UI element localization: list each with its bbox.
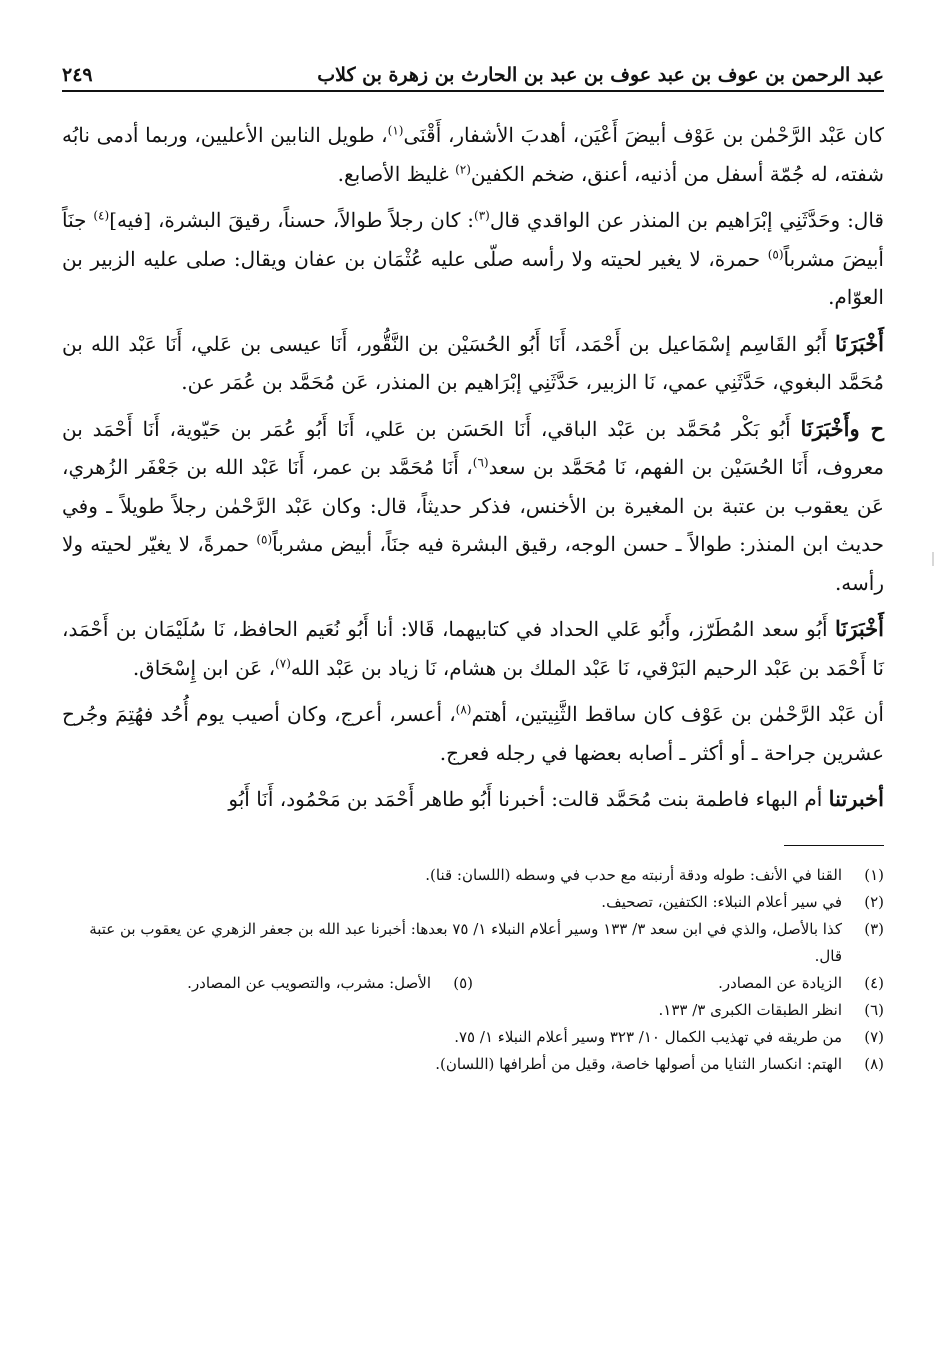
footnote-text: القنا في الأنف: طوله ودقة أرنبته مع حدب في وسطه (اللسان: قنا). (425, 865, 842, 884)
main-text (62, 116, 884, 819)
paragraph-text: أَبُو بَكْر مُحَمَّد بن عَبْد الباقي، أَنَا الحَسَن بن عَلي، أَنَا أَبُو عُمَر بن حَيّوية، أَنَا أَحْمَد بن معروف، أَنَا الحُسَيْن بن الفهم، نَا مُحَمَّد بن سعد (62, 416, 885, 479)
paragraph-text: أم البهاء فاطمة بنت مُحَمَّد قالت: أخبرنا أَبُو طاهر أَحْمَد بن مَحْمُود، أَنَا أَبُو (228, 787, 829, 811)
footnote-reference[interactable]: (٨) (455, 702, 472, 717)
paragraph-text: أَبُو القَاسِم إسْمَاعيل بن أَحْمَد، أَنَا أَبُو الحُسَيْن بن النَّقُّور، أَنَا عيسى بن عَلي، أَنَا عَبْد الله بن مُحَمَّد البغوي، حَدَّثَنِي عمي، نَا الزبير، حَدَّثَنِي إبْرَاهيم بن المنذر، عَن مُحَمَّد بن عُمَر عن. (62, 331, 884, 394)
paragraph-text: ، طويل النابين الأعليين، وربما أدمى نابُه شفته، له جُمّة أسفل من أذنيه، أعنق، ضخم الكفين (62, 123, 884, 186)
footnote-text: الزيادة عن المصادر. (718, 973, 842, 992)
running-header (62, 52, 884, 92)
paragraph-lead: أَخْبَرَنَا (835, 616, 884, 641)
footnote-number: (٣) (864, 919, 884, 938)
paragraph-text: أن عَبْد الرَّحْمٰن بن عَوْف كان ساقط الثَّنِيتين، أهتم (471, 702, 884, 726)
page-number: ٢٤٩ (62, 64, 93, 86)
paragraph (62, 116, 884, 193)
paragraph-lead: أخبرتنا (828, 786, 884, 811)
scan-artifact (932, 552, 934, 566)
footnote-text: الأصل: مشرب، والتصويب عن المصادر. (187, 973, 431, 992)
paragraph (62, 695, 884, 772)
paragraph (62, 610, 884, 687)
footnote-reference[interactable]: (٦) (472, 455, 489, 470)
footnote-text: في سير أعلام النبلاء: الكتفين، تصحيف. (601, 892, 842, 911)
footnote-text: كذا بالأصل، والذي في ابن سعد ٣/ ١٣٣ وسير أعلام النبلاء ١/ ٧٥ بعدها: أخبرنا عبد الله بن جعفر الزهري عن يعقوب بن عتبة قال. (89, 919, 842, 965)
footnote (62, 997, 884, 1024)
footnote-reference[interactable]: (٢) (455, 161, 471, 176)
paragraph (62, 325, 884, 402)
footnote (62, 889, 884, 916)
paragraph-text: ، عَن ابن إِسْحَاق. (132, 655, 276, 680)
footnote-reference[interactable]: (٤) (93, 208, 110, 223)
paragraph (62, 410, 884, 603)
footnote-4 (473, 970, 884, 997)
footnote-reference[interactable]: (١) (387, 123, 404, 138)
footnote-text: من طريقه في تهذيب الكمال ١٠/ ٣٢٣ وسير أعلام النبلاء ١/ ٧٥. (454, 1027, 842, 1046)
footnote-separator (784, 845, 884, 846)
footnote-5 (62, 970, 473, 997)
footnote (62, 1024, 884, 1051)
paragraph-lead: ح وأَخْبَرَنَا (800, 415, 884, 441)
paragraph-text: ، أَنَا مُحَمَّد بن عمر، أَنَا عَبْد الله بن جَعْفَر الزُهري، عَن يعقوب بن عتبة بن المغيرة بن الأخنس، فذكر حديثاً، قال: وكان عَبْد الرَّحْمٰن رجلاً طويلاً ـ وفي حديث ابن المنذر: طوالاً ـ حسن الوجه، رقيق البشرة فيه جنَاً، أبيض مشرباً (62, 455, 884, 556)
paragraph-text: حمرة، لا يغير لحيته ولا رأسه صلّى عليه عُثْمَان بن عفان ويقال: صلى عليه الزبير بن العوّام. (62, 246, 884, 309)
paragraph-text: : كان رجلاً طوالاً، حسناً، رقيقَ البشرة، [فيه] (109, 208, 475, 232)
paragraph (62, 201, 884, 317)
paragraph-text: غليظ الأصابع. (337, 161, 456, 186)
footnote-number: (٥) (453, 973, 473, 992)
footnote-pair (62, 970, 884, 997)
footnotes (62, 862, 884, 1078)
footnote-reference[interactable]: (٥) (767, 246, 784, 261)
footnote-number: (٧) (864, 1027, 884, 1046)
footnote-number: (٨) (864, 1054, 884, 1073)
footnote (62, 916, 884, 970)
footnote-text: الهتم: انكسار الثنايا من أصولها خاصة، وقيل من أطرافها (اللسان). (435, 1054, 842, 1073)
paragraph-text: حمرةً، لا يغيّر لحيته ولا رأسه. (62, 532, 884, 595)
footnote-text: انظر الطبقات الكبرى ٣/ ١٣٣. (658, 1000, 842, 1019)
footnote-number: (٦) (864, 1000, 884, 1019)
header-title: عبد الرحمن بن عوف بن عبد عوف بن عبد بن الحارث بن زهرة بن كلاب (317, 64, 884, 86)
paragraph (62, 780, 884, 819)
paragraph-text: ، أعسر، أعرج، وكان أصيب يوم أُحُد فهُتِمَ وجُرح عشرين جراحة ـ أو أكثر ـ أصابه بعضها في رجله فعرج. (62, 702, 884, 765)
paragraph-text: كان عَبْد الرَّحْمٰن بن عَوْف أبيضَ أَعْيَن، أهدبَ الأشفار، أَقْنَى (403, 123, 884, 147)
footnote-number: (٢) (864, 892, 884, 911)
footnote-reference[interactable]: (٧) (275, 655, 291, 670)
footnote-reference[interactable]: (٥) (256, 532, 273, 547)
paragraph-text: جنَاً أبيضَ مشرباً (62, 208, 884, 271)
footnote-number: (١) (864, 865, 884, 884)
footnote-reference[interactable]: (٣) (474, 208, 490, 223)
paragraph-text: أَبُو سعد المُطَرّز، وأَبُو عَلي الحداد في كتابيهما، قَالا: أنا أَبُو نُعَيم الحافظ، نَا سُلَيْمَان بن أَحْمَد، نَا أَحْمَد بن عَبْد الرحيم البَرْقي، نَا عَبْد الملك بن هشام، نَا زياد بن عَبْد الله (62, 617, 884, 680)
footnote (62, 1051, 884, 1078)
paragraph-lead: أَخْبَرَنَا (835, 330, 885, 356)
footnote-number: (٤) (864, 973, 884, 992)
book-page (62, 52, 884, 1322)
footnote (62, 862, 884, 889)
paragraph-text: قال: وحَدَّثَنِي إبْرَاهيم بن المنذر عن الواقدي قال (489, 208, 884, 232)
